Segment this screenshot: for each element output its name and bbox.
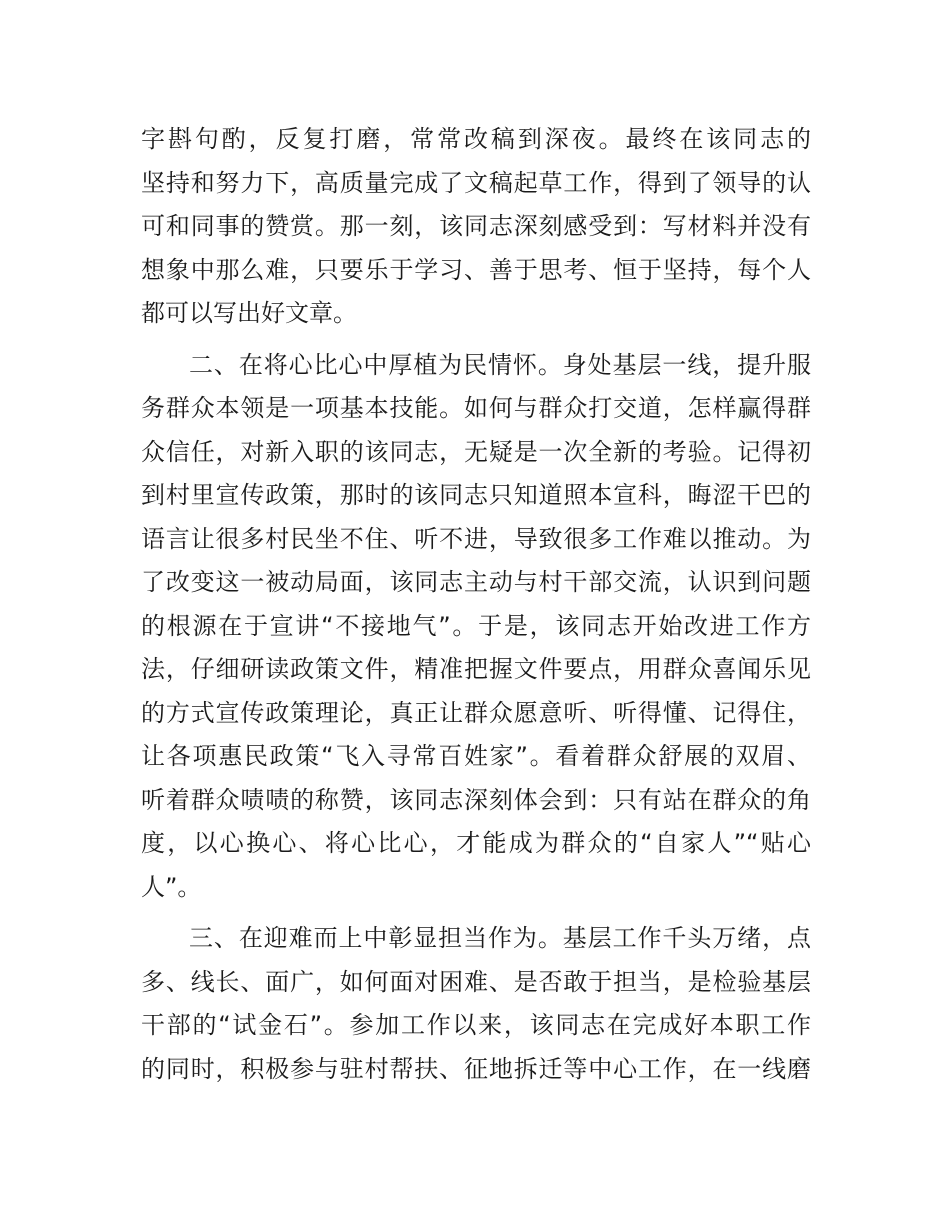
text-line: 度，以心换心、将心比心，才能成为群众的“自家人”“贴心 xyxy=(141,829,811,857)
paragraph-gap xyxy=(141,909,811,917)
text-line: 二、在将心比心中厚植为民情怀。身处基层一线，提升服 xyxy=(189,350,811,379)
text-line: 让各项惠民政策“飞入寻常百姓家”。看着群众舒展的双眉、 xyxy=(141,742,811,770)
text-line: 多、线长、面广，如何面对困难、是否敢于担当，是检验基层 xyxy=(141,967,811,996)
text-line: 的方式宣传政策理论，真正让群众愿意听、听得懂、记得住， xyxy=(141,698,811,727)
text-line: 到村里宣传政策，那时的该同志只知道照本宣科，晦涩干巴的 xyxy=(141,481,811,509)
text-line: 想象中那么难，只要乐于学习、善于思考、恒于坚持，每个人 xyxy=(141,255,811,284)
text-line: 干部的“试金石”。参加工作以来，该同志在完成好本职工作 xyxy=(141,1011,811,1039)
text-line: 可和同事的赞赏。那一刻，该同志深刻感受到：写材料并没有 xyxy=(141,212,811,240)
text-line: 坚持和努力下，高质量完成了文稿起草工作，得到了领导的认 xyxy=(141,168,811,197)
paragraph-2 xyxy=(141,344,811,910)
text-line: 听着群众啧啧的称赞，该同志深刻体会到：只有站在群众的角 xyxy=(141,785,811,814)
paragraph-1 xyxy=(141,118,811,336)
text-line: 法，仔细研读政策文件，精准把握文件要点，用群众喜闻乐见 xyxy=(141,655,811,683)
text-line: 都可以写出好文章。 xyxy=(141,299,357,327)
paragraph-gap xyxy=(141,336,811,344)
text-line: 众信任，对新入职的该同志，无疑是一次全新的考验。记得初 xyxy=(141,437,811,466)
text-line: 三、在迎难而上中彰显担当作为。基层工作千头万绪，点 xyxy=(189,924,811,952)
text-line: 的根源在于宣讲“不接地气”。于是，该同志开始改进工作方 xyxy=(141,611,811,640)
text-line: 务群众本领是一项基本技能。如何与群众打交道，怎样赢得群 xyxy=(141,394,811,422)
text-line: 字斟句酌，反复打磨，常常改稿到深夜。最终在该同志的 xyxy=(141,125,811,153)
text-line: 语言让很多村民坐不住、听不进，导致很多工作难以推动。为 xyxy=(141,524,811,553)
paragraph-3 xyxy=(141,917,811,1091)
text-line: 的同时，积极参与驻村帮扶、征地拆迁等中心工作，在一线磨 xyxy=(141,1054,811,1083)
text-line: 了改变这一被动局面，该同志主动与村干部交流，认识到问题 xyxy=(141,568,811,596)
text-line: 人”。 xyxy=(141,872,202,901)
body-text xyxy=(141,118,811,1091)
